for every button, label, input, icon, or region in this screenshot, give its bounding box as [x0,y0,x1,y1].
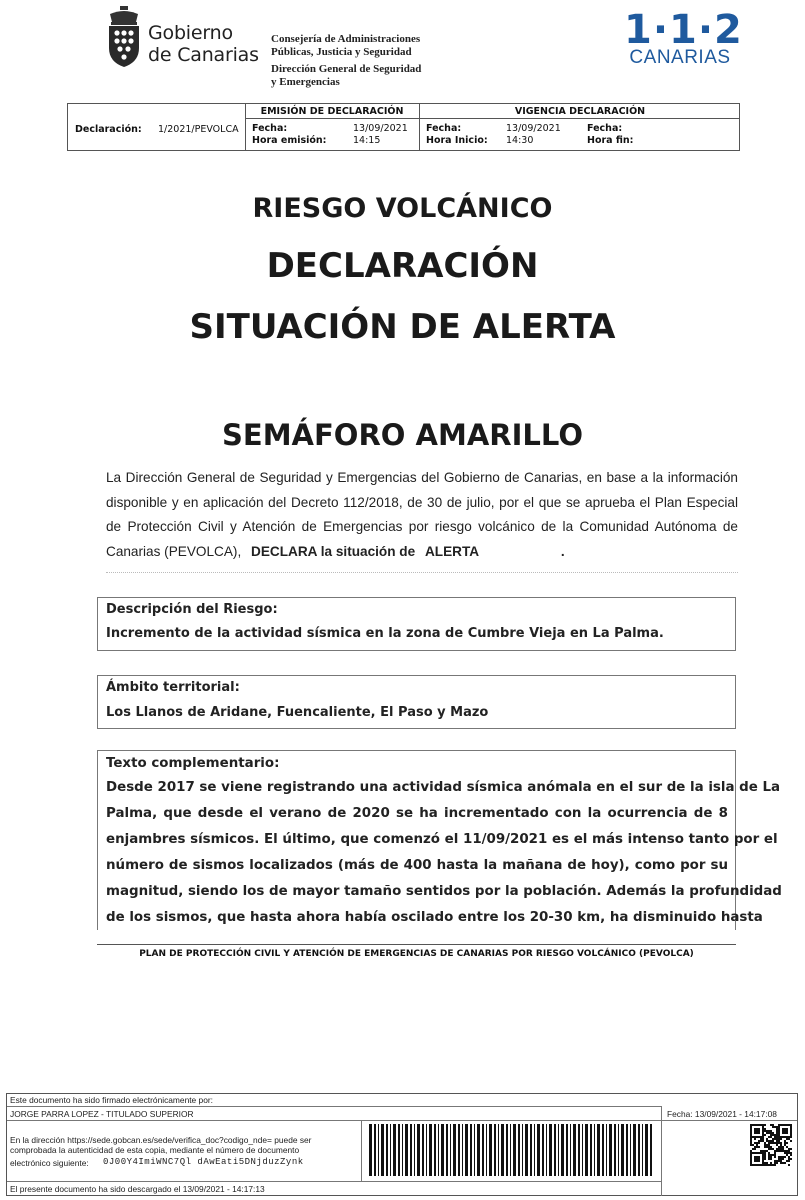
download-text: El presente documento ha sido descargado el 13/09/2021 - 14:17:13 [10,1184,265,1194]
title-situacion: SITUACIÓN DE ALERTA [189,307,616,347]
para-line: disponible y en aplicación del Decreto 112/2018, de 30 de julio, por el que se aprueba el Plan Especial [106,494,738,510]
logo-112-canarias [624,7,743,68]
gobierno-canarias-crest-icon [106,6,142,68]
signature-date: Fecha: 13/09/2021 - 14:17:08 [667,1109,777,1119]
para-line4-declara: DECLARA la situación de [251,543,416,559]
para-line: La Dirección General de Seguridad y Emergencias del Gobierno de Canarias, en base a la información [106,470,738,485]
declaracion-label: Declaración: [75,124,142,135]
complementario-line: número de sismos localizados (más de 400 hasta la mañana de hoy), como por su [106,858,728,873]
hora-inicio-value: 14:30 [506,135,534,146]
gobierno-canarias-logo-text [148,22,259,66]
complementario-line: enjambres sísmicos. El último, que comenzó el 11/09/2021 es el más intenso tanto por el [106,832,778,847]
riesgo-text: Incremento de la actividad sísmica en la zona de Cumbre Vieja en La Palma. [106,626,664,641]
para-line-last [106,540,738,565]
ambito-text: Los Llanos de Aridane, Fuencaliente, El Paso y Mazo [106,705,489,720]
ambito-label: Ámbito territorial: [106,680,240,695]
hora-inicio-label: Hora Inicio: [426,135,488,146]
emision-header: EMISIÓN DE DECLARACIÓN [260,106,404,117]
complementario-line: magnitud, siendo los de mayor tamaño sentidos por la población. Además la profundidad [106,884,782,899]
cons-line: y Emergencias [271,76,340,88]
signer-name: JORGE PARRA LOPEZ - TITULADO SUPERIOR [10,1109,194,1119]
para-line: de Protección Civil y Atención de Emergencias por riesgo volcánico de la Comunidad Autónoma de [106,519,738,534]
hora-emision-value: 14:15 [353,135,381,146]
vigencia-fecha-value: 13/09/2021 [506,123,561,134]
barcode-icon [369,1124,654,1176]
riesgo-label: Descripción del Riesgo: [106,602,278,617]
hora-emision-label: Hora emisión: [252,135,327,146]
qr-code-icon [750,1124,792,1166]
title-declaracion: DECLARACIÓN [266,246,539,286]
title-riesgo: RIESGO VOLCÁNICO [252,193,553,224]
alert-level: ALERTA [424,543,480,559]
complementario-label: Texto complementario: [106,756,280,771]
para-line4-end: . [560,543,565,559]
texto-complementario-box [97,750,782,930]
gov-line2: de Canarias [148,44,259,66]
complementario-line: Palma, que desde el verano de 2020 se ha incrementado con la ocurrencia de 8 [106,806,728,821]
plan-footer: PLAN DE PROTECCIÓN CIVIL Y ATENCIÓN DE EMERGENCIAS DE CANARIAS POR RIESGO VOLCÁNICO (PEVOLCA) [97,944,736,959]
emision-fecha-value: 13/09/2021 [353,123,408,134]
vigencia-header: VIGENCIA DECLARACIÓN [514,106,646,117]
logo-112-text: CANARIAS [629,47,731,68]
declaracion-value: 1/2021/PEVOLCA [158,124,239,135]
title-semaforo: SEMÁFORO AMARILLO [222,418,583,452]
cons-line: Dirección General de Seguridad [271,63,422,75]
complementario-line: Desde 2017 se viene registrando una actividad sísmica anómala en el sur de la isla de La [106,780,781,795]
verify-line: En la dirección https://sede.gobcan.es/sede/verifica_doc?codigo_nde= puede ser [10,1135,312,1145]
signed-text: Este documento ha sido firmado electrónicamente por: [10,1095,213,1105]
riesgo-box [97,597,736,651]
emision-fecha-label: Fecha: [252,123,288,134]
verify-line: comprobada la autenticidad de esta copia, mediante el número de documento [10,1145,300,1155]
hora-fin-label: Hora fin: [587,135,634,146]
para-line4-start: Canarias (PEVOLCA), [106,543,242,559]
logo-112-number: 1·1·2 [624,7,743,53]
divider [106,572,738,573]
consejeria-block [271,33,421,89]
cons-line: Consejería de Administraciones [271,33,421,45]
signature-footer [6,1093,798,1196]
cons-line: Públicas, Justicia y Seguridad [271,46,412,58]
vigencia-fecha-label: Fecha: [426,123,462,134]
ambito-box [97,675,736,729]
fin-fecha-label: Fecha: [587,123,623,134]
complementario-line: de los sismos, que hasta ahora había oscilado entre los 20-30 km, ha disminuido hasta [106,910,763,925]
declaration-paragraph [106,466,738,564]
document-code: 0J00Y4ImiWNC7Ql dAwEati5DNjduzZynk [103,1157,304,1167]
verify-line: electrónico siguiente: [10,1158,89,1168]
declaration-info-table [67,103,740,151]
gov-line1: Gobierno [148,22,233,44]
